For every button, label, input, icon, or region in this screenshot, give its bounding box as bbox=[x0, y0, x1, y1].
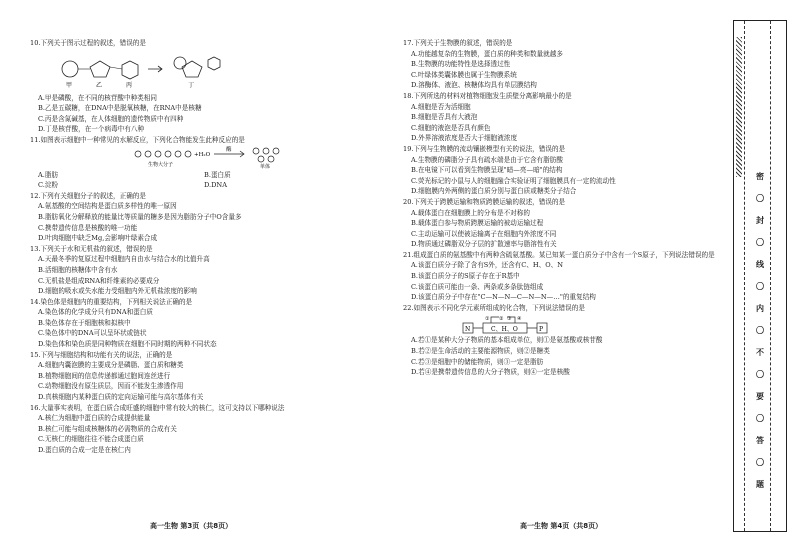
q14-option-c: C.染色体中的DNA可以呈环状或链状 bbox=[38, 329, 147, 338]
right-column bbox=[403, 38, 715, 378]
strip-char-5: 不 bbox=[756, 348, 764, 357]
mark-1: ① bbox=[485, 316, 490, 323]
q13-option-b: B.活细胞的核糖体中含有水 bbox=[38, 265, 118, 274]
q19-option-b: B.在电镜下可以看到生物膜呈现"暗—亮—暗"的结构 bbox=[411, 166, 563, 175]
q21-option-b: B.该蛋白质分子的S原子存在于R基中 bbox=[411, 272, 520, 281]
q17-option-c: C.叶绿体类囊体膜也属于生物膜系统 bbox=[411, 70, 517, 79]
q16-option-b: B.核仁可能与组成核糖体的必需物质的合成有关 bbox=[38, 424, 177, 433]
q15-option-d: D.真核细胞内某种蛋白质的定向运输可能与高尔基体有关 bbox=[38, 393, 204, 402]
q22-figure bbox=[403, 313, 715, 335]
mono-label: 单体 bbox=[260, 163, 271, 170]
q16-option-c: C.无核仁的细胞往往不能合成蛋白质 bbox=[38, 435, 144, 444]
macro-label: 生物大分子 bbox=[148, 161, 174, 168]
q10-option-b: B.乙是五碳糖，在DNA中是脱氧核糖，在RNA中是核糖 bbox=[38, 104, 202, 113]
hatch-mark bbox=[736, 37, 742, 177]
q11-figure bbox=[30, 146, 370, 170]
label-c: 丙 bbox=[126, 81, 133, 89]
question-13: 13.下列关于水和无机盐的叙述，错误的是 bbox=[30, 244, 153, 253]
q19-option-c: C.荧光标记的小鼠与人的细胞融合实验证明了细胞膜具有一定的流动性 bbox=[411, 176, 616, 185]
q21-option-a: A.该蛋白质分子除了含有S外，还含有C、H、O、N bbox=[411, 261, 564, 270]
binding-strip bbox=[733, 20, 787, 532]
question-15: 15.下列与细胞结构和功能有关的说法，正确的是 bbox=[30, 350, 173, 359]
question-10: 10.下列关于图示过程的叙述，错误的是 bbox=[30, 39, 146, 47]
strip-char-6: 要 bbox=[756, 392, 764, 401]
hydrolysis-diagram bbox=[30, 146, 290, 170]
q13-option-c: C.无机盐是组成RNA和纤维素的必要成分 bbox=[38, 276, 160, 285]
q13-option-d: D.细胞的吸水或失水能力受细胞内外无机盐浓度的影响 bbox=[38, 287, 197, 296]
cho-label: C、H、O bbox=[491, 326, 518, 334]
water-label: +H₂O bbox=[194, 151, 211, 158]
q10-option-a: A.甲是磷酸，在不同的核苷酸中种类相同 bbox=[38, 93, 157, 102]
mark-4: ④ bbox=[517, 316, 522, 323]
q10-option-c: C.丙是含氮碱基，在人体细胞的遗传物质中有四种 bbox=[38, 114, 184, 123]
mark-2: ② bbox=[499, 316, 504, 323]
dashed-line-right bbox=[770, 21, 771, 531]
q10-figure bbox=[30, 49, 370, 93]
label-d: 丁 bbox=[188, 81, 195, 89]
strip-circle-3: 〇 bbox=[756, 282, 764, 291]
question-17: 17.下列关于生物膜的叙述，错误的是 bbox=[403, 39, 513, 47]
strip-circle-1: 〇 bbox=[756, 194, 764, 203]
element-compound-diagram bbox=[403, 313, 623, 335]
page-footer-right: 高一生物 第4页（共8页） bbox=[520, 522, 603, 530]
q12-option-b: B.脂肪氧化分解释放的能量比等质量的糖多是因为脂肪分子中O含量多 bbox=[38, 212, 242, 221]
q17-option-a: A.功能越复杂的生物膜，蛋白质的种类和数量就越多 bbox=[411, 49, 563, 58]
question-12: 12.下列有关细胞分子的叙述，正确的是 bbox=[30, 191, 146, 200]
q18-option-a: A.细胞是否为活细胞 bbox=[411, 102, 471, 111]
q16-option-a: A.核仁为细胞中蛋白质的合成提供能量 bbox=[38, 414, 151, 423]
question-16: 16.大量事实表明，在蛋白质合成旺盛的细胞中常有较大的核仁，这可支持以下哪种说法 bbox=[30, 403, 285, 412]
strip-circle-7: 〇 bbox=[756, 458, 764, 467]
q12-option-a: A.氨基酸的空间结构是蛋白质多样性的唯一原因 bbox=[38, 202, 177, 211]
q14-option-b: B.染色体存在于细胞核和拟核中 bbox=[38, 318, 131, 327]
q11-option-d: D.DNA bbox=[204, 181, 227, 190]
mark-3: ③ bbox=[507, 316, 512, 323]
q13-option-a: A.天最冬季的复原过程中细胞内自由水与结合水的比值升高 bbox=[38, 255, 210, 264]
page-footer-left: 高一生物 第3页（共8页） bbox=[150, 522, 233, 530]
q22-option-d: D.若④是携带遗传信息的大分子物质，则④一定是核酸 bbox=[411, 368, 570, 377]
label-b: 乙 bbox=[96, 81, 103, 89]
q15-option-b: B.植物细胞间的信息传递都通过胞间连丝进行 bbox=[38, 371, 171, 380]
label-a: 甲 bbox=[66, 81, 73, 89]
q14-option-d: D.染色体和染色质是同种物质在细胞不同时期的两种不同状态 bbox=[38, 340, 217, 349]
question-21: 21.组成蛋白质的氨基酸中有两种含硫氨基酸。某已知某一蛋白质分子中含有一个S原子，下列说法错误的是 bbox=[403, 250, 715, 259]
q19-option-a: A.生物膜的磷脂分子具有疏水端是由于它含有脂肪酸 bbox=[411, 155, 563, 164]
q17-option-b: B.生物膜的功能特性是选择透过性 bbox=[411, 60, 511, 69]
q21-option-d: D.该蛋白质分子中存在"C—N—N—C—N—N—…"的重复结构 bbox=[411, 293, 596, 302]
dashed-line-left bbox=[744, 21, 745, 531]
strip-char-4: 内 bbox=[756, 304, 764, 313]
p-label: P bbox=[539, 326, 544, 334]
q18-option-d: D.外界溶液浓度是否大于细胞液浓度 bbox=[411, 134, 518, 143]
q11-option-b: B.蛋白质 bbox=[204, 170, 231, 179]
strip-circle-2: 〇 bbox=[756, 238, 764, 247]
q20-option-d: D.物质通过磷脂双分子层的扩散速率与脂溶性有关 bbox=[411, 240, 557, 249]
question-11: 11.如图表示细胞中一种常见的水解反应，下列化合物能发生此种反应的是 bbox=[30, 135, 245, 144]
q11-option-c: C.淀粉 bbox=[38, 181, 59, 190]
question-20: 20.下列关于跨膜运输和物质跨膜运输的叙述，错误的是 bbox=[403, 197, 566, 206]
q17-option-d: D.溶酶体、液泡、核糖体均具有单层膜结构 bbox=[411, 81, 537, 90]
q10-option-d: D.丁是核苷酸，在一个病毒中有八种 bbox=[38, 125, 145, 134]
strip-circle-6: 〇 bbox=[756, 414, 764, 423]
q20-option-a: A.载体蛋白在细胞膜上的分布是不对称的 bbox=[411, 208, 530, 217]
strip-circle-4: 〇 bbox=[756, 326, 764, 335]
left-column bbox=[30, 38, 370, 456]
q22-option-c: C.若③是细胞中的储能物质，则③一定是脂肪 bbox=[411, 357, 544, 366]
q15-option-c: C.动物细胞没有原生质层，因而不能发生渗透作用 bbox=[38, 382, 184, 391]
q11-options-row1 bbox=[30, 170, 370, 181]
q11-options-row2 bbox=[30, 180, 370, 191]
q15-option-a: A.细胞内囊泡膜的主要成分是磷脂、蛋白质和糖类 bbox=[38, 361, 184, 370]
strip-char-8: 题 bbox=[756, 480, 764, 489]
q22-option-b: B.若②是生命活动的主要能源物质，则②是糖类 bbox=[411, 347, 550, 356]
n-label: N bbox=[465, 326, 471, 334]
question-18: 18.下列所选的材料对植物细胞发生质壁分离影响最小的是 bbox=[403, 91, 572, 100]
question-14: 14.染色体是细胞内的重要结构，下列相关说法正确的是 bbox=[30, 297, 193, 306]
q22-option-a: A.若①是某种大分子物质的基本组成单位，则①是氨基酸或核苷酸 bbox=[411, 336, 603, 345]
q12-option-d: D.叶肉细胞中缺乏Mg,会影响叶绿素合成 bbox=[38, 234, 158, 243]
strip-char-3: 线 bbox=[756, 260, 764, 269]
q19-option-d: D.细胞膜内外两侧的蛋白质分别与蛋白质或糖类分子结合 bbox=[411, 187, 577, 196]
q14-option-a: A.染色体的化学成分只有DNA和蛋白质 bbox=[38, 308, 153, 317]
q18-option-c: C.细胞的液泡是否具有颜色 bbox=[411, 123, 491, 132]
q16-option-d: D.蛋白质的合成一定是在核仁内 bbox=[38, 446, 131, 454]
enzyme-label: 酶 bbox=[226, 146, 232, 153]
q20-option-c: C.主动运输可以使被运输离子在细胞内外浓度不同 bbox=[411, 229, 557, 238]
q11-option-a: A.脂肪 bbox=[38, 170, 59, 179]
strip-char-2: 封 bbox=[756, 216, 764, 225]
question-19: 19.下列与生物膜的流动镶嵌模型有关的说法，错误的是 bbox=[403, 144, 566, 153]
q18-option-b: B.细胞是否具有大液泡 bbox=[411, 113, 478, 122]
q21-option-c: C.该蛋白质可能由一条、两条或多条肽链组成 bbox=[411, 282, 544, 291]
strip-circle-5: 〇 bbox=[756, 370, 764, 379]
question-22: 22.如图表示不同化学元素所组成的化合物，下列说法错误的是 bbox=[403, 303, 585, 312]
q12-option-c: C.携带遗传信息是核酸的唯一功能 bbox=[38, 223, 138, 232]
q20-option-b: B.载体蛋白参与物质跨膜运输的被动运输过程 bbox=[411, 219, 544, 228]
nucleotide-diagram bbox=[30, 49, 230, 93]
strip-char-7: 答 bbox=[756, 436, 764, 445]
strip-char-1: 密 bbox=[756, 172, 764, 181]
